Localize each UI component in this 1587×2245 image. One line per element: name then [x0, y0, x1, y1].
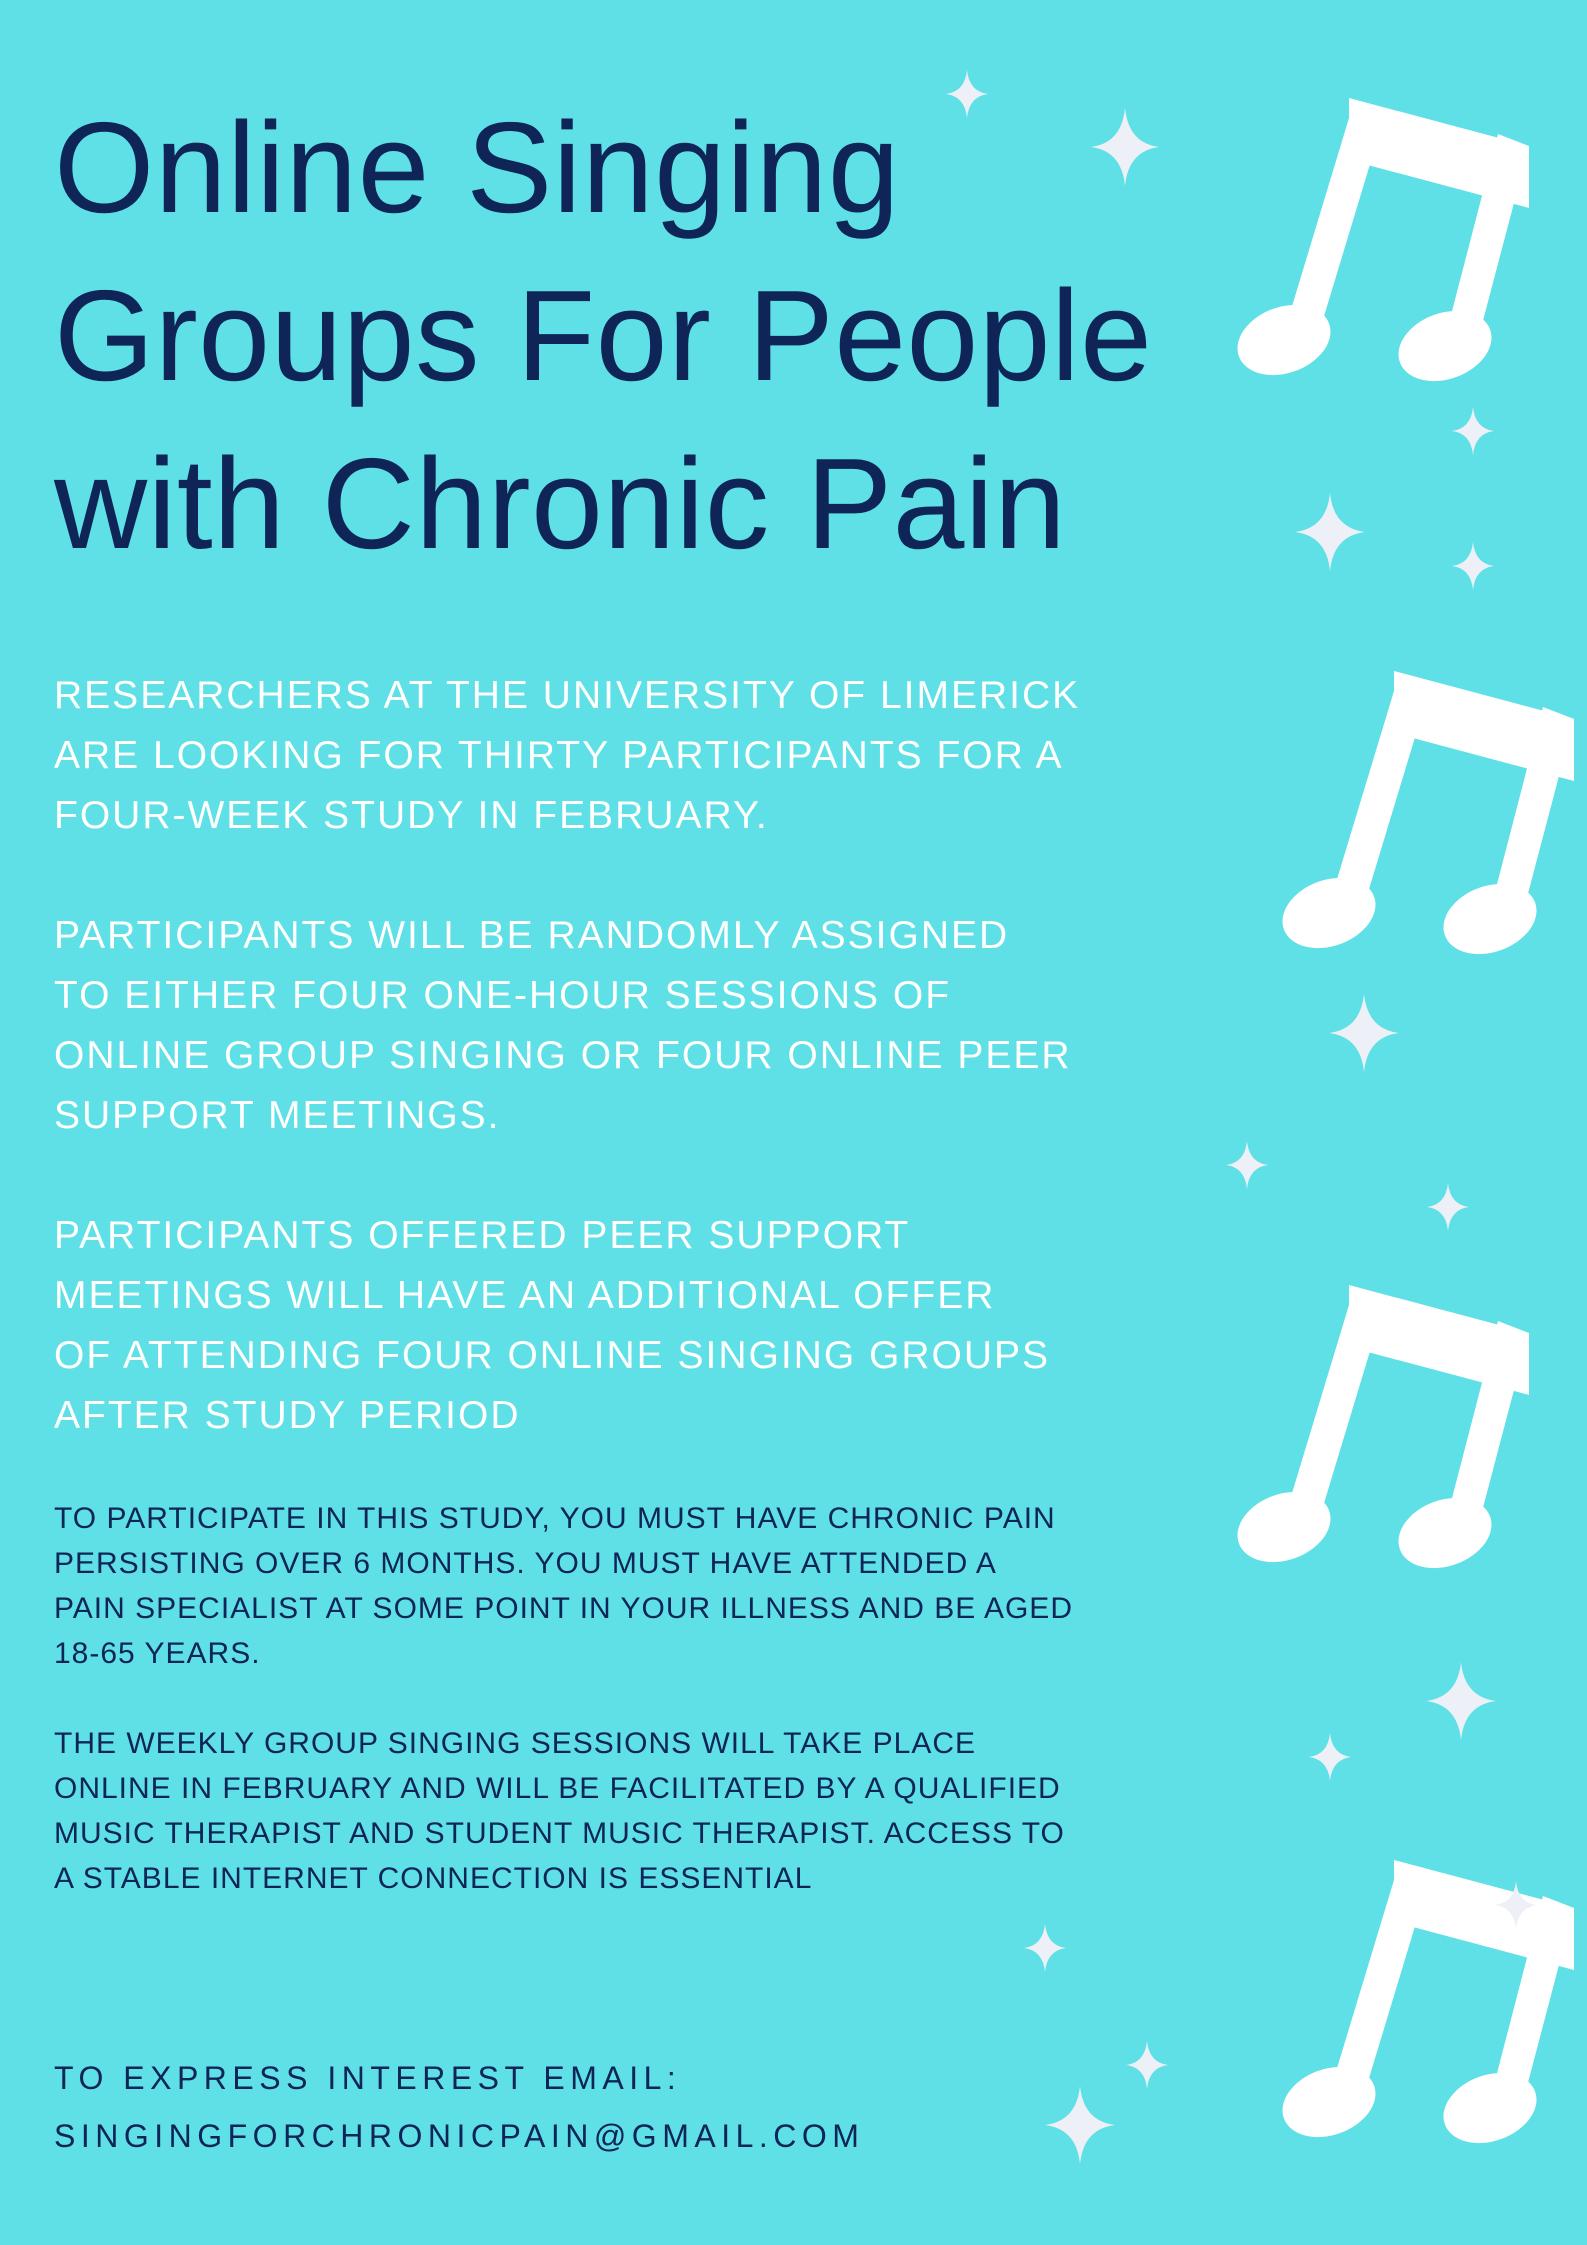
text-line: PAIN SPECIALIST AT SOME POINT IN YOUR ILLNESS AND BE AGED — [54, 1592, 1073, 1625]
music-notes-icon — [1228, 1285, 1529, 1580]
text-line: TO EITHER FOUR ONE-HOUR SESSIONS OF — [54, 974, 952, 1017]
contact-email[interactable]: SINGINGFORCHRONICPAIN@GMAIL.COM — [54, 2118, 865, 2154]
sparkle-icon — [1426, 1662, 1496, 1740]
assignment-info — [54, 906, 1154, 1146]
sparkle-icon — [1024, 1924, 1066, 1972]
peer-support-offer — [54, 1206, 1154, 1446]
sparkle-icon — [1452, 542, 1494, 590]
sparkle-icon — [1427, 1183, 1469, 1231]
study-intro — [54, 666, 1154, 846]
sparkle-icon — [1295, 493, 1365, 571]
text-line: OF ATTENDING FOUR ONLINE SINGING GROUPS — [54, 1334, 1051, 1377]
text-line: SUPPORT MEETINGS. — [54, 1094, 501, 1137]
text-line: PARTICIPANTS WILL BE RANDOMLY ASSIGNED — [54, 914, 1010, 957]
text-line: 18-65 YEARS. — [54, 1637, 261, 1670]
text-line: ONLINE IN FEBRUARY AND WILL BE FACILITATED BY A QUALIFIED — [54, 1772, 1061, 1805]
text-line: MUSIC THERAPIST AND STUDENT MUSIC THERAPIST. ACCESS TO — [54, 1817, 1065, 1850]
contact-label: TO EXPRESS INTEREST EMAIL: — [54, 2060, 682, 2096]
text-line: RESEARCHERS AT THE UNIVERSITY OF LIMERICK — [54, 674, 1081, 717]
music-notes-icon — [1273, 671, 1574, 966]
sparkle-icon — [1329, 994, 1399, 1072]
text-line: PERSISTING OVER 6 MONTHS. YOU MUST HAVE ATTENDED A — [54, 1547, 997, 1580]
title-line: Groups For People — [54, 264, 1153, 408]
music-notes-icon — [1228, 98, 1529, 393]
sparkle-icon — [1045, 2086, 1115, 2164]
sparkle-icon — [1309, 1733, 1351, 1781]
flyer-title — [54, 84, 1204, 588]
title-line: with Chronic Pain — [54, 432, 1067, 576]
contact-info — [54, 2049, 864, 2165]
text-line: PARTICIPANTS OFFERED PEER SUPPORT — [54, 1214, 911, 1257]
sparkle-icon — [1452, 407, 1494, 455]
text-line: ONLINE GROUP SINGING OR FOUR ONLINE PEER — [54, 1034, 1072, 1077]
eligibility-criteria — [54, 1496, 1154, 1676]
text-line: ARE LOOKING FOR THIRTY PARTICIPANTS FOR A — [54, 734, 1064, 777]
text-line: AFTER STUDY PERIOD — [54, 1394, 521, 1437]
title-line: Online Singing — [54, 96, 901, 240]
sparkle-icon — [1226, 1141, 1268, 1189]
sparkle-icon — [1126, 2041, 1168, 2089]
text-line: MEETINGS WILL HAVE AN ADDITIONAL OFFER — [54, 1274, 996, 1317]
text-line: TO PARTICIPATE IN THIS STUDY, YOU MUST HAVE CHRONIC PAIN — [54, 1502, 1056, 1535]
text-line: A STABLE INTERNET CONNECTION IS ESSENTIAL — [54, 1862, 813, 1895]
text-line: THE WEEKLY GROUP SINGING SESSIONS WILL TAKE PLACE — [54, 1727, 977, 1760]
text-line: FOUR-WEEK STUDY IN FEBRUARY. — [54, 794, 769, 837]
session-details — [54, 1721, 1154, 1901]
